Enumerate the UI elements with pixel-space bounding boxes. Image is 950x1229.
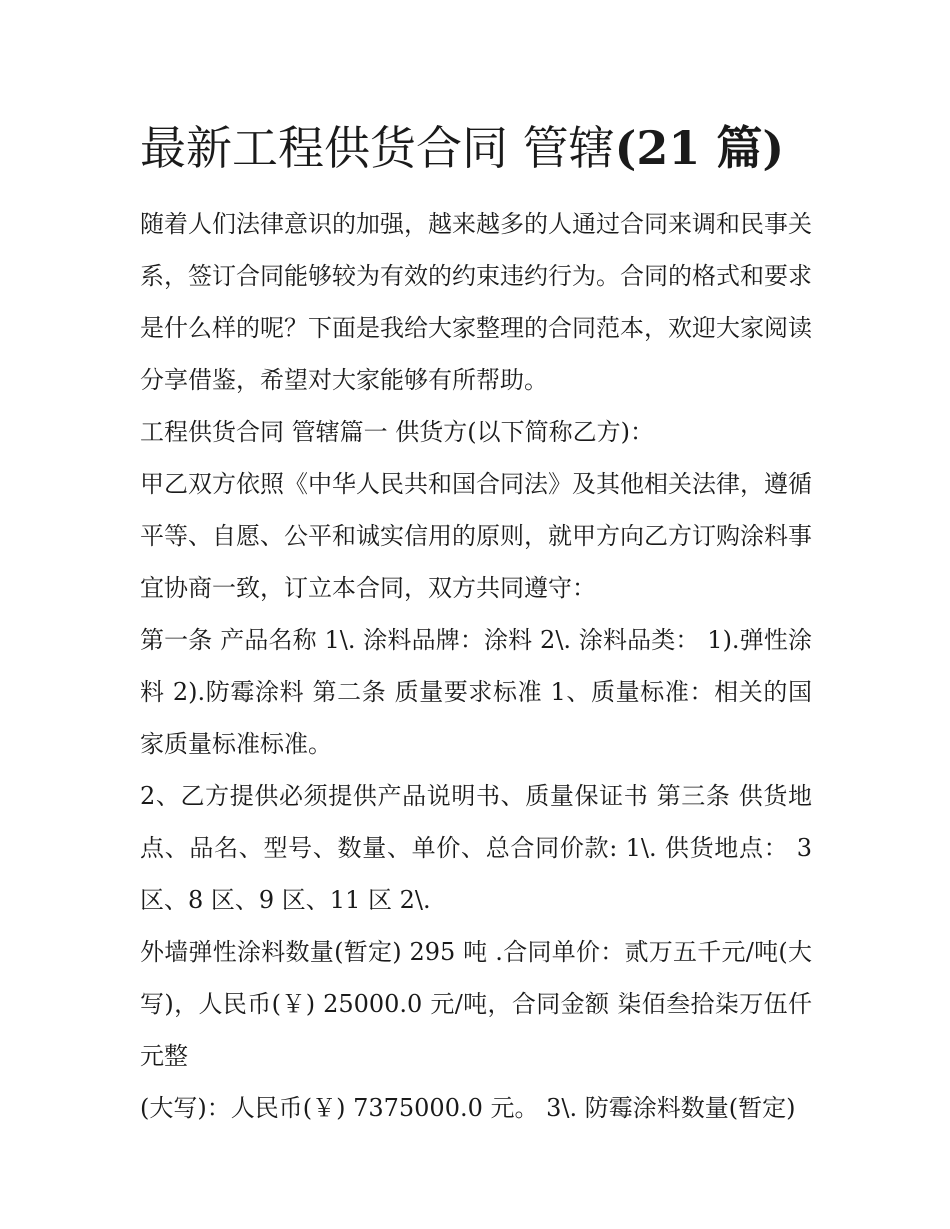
document-title-main: 最新工程供货合同 管辖: [140, 121, 615, 175]
paragraph-intro: 随着人们法律意识的加强，越来越多的人通过合同来调和民事关系，签订合同能够较为有效的约束违约行为。合同的格式和要求是什么样的呢？下面是我给大家整理的合同范本，欢迎大家阅读分享借鉴，希望对大家能够有所帮助。: [140, 210, 812, 394]
paragraph-section-heading: 工程供货合同 管辖篇一 供货方(以下简称乙方)：: [140, 418, 654, 446]
paragraph-preamble: 甲乙双方依照《中华人民共和国合同法》及其他相关法律，遵循平等、自愿、公平和诚实信用的原则，就甲方向乙方订购涂料事宜协商一致，订立本合同，双方共同遵守：: [140, 470, 812, 602]
paragraph-price: 外墙弹性涂料数量(暂定) 295 吨 .合同单价：贰万五千元/吨(大写)，人民币(￥) 25000.0 元/吨，合同金额 柒佰叁拾柒万伍仟元整: [140, 938, 812, 1070]
document-body: [140, 198, 812, 1134]
paragraph-amount: (大写)：人民币(￥) 7375000.0 元。 3\. 防霉涂料数量(暂定): [140, 1094, 796, 1122]
paragraph-article-1-2: 第一条 产品名称 1\. 涂料品牌：涂料 2\. 涂料品类： 1).弹性涂料 2).防霉涂料 第二条 质量要求标准 1、质量标准：相关的国家质量标准标准。: [140, 626, 812, 758]
document-title-count: (21 篇): [614, 121, 785, 175]
paragraph-article-3: 2、乙方提供必须提供产品说明书、质量保证书 第三条 供货地点、品名、型号、数量、单价、总合同价款: 1\. 供货地点： 3 区、8 区、9 区、11 区 2\.: [140, 782, 812, 914]
document-title: [140, 118, 840, 178]
